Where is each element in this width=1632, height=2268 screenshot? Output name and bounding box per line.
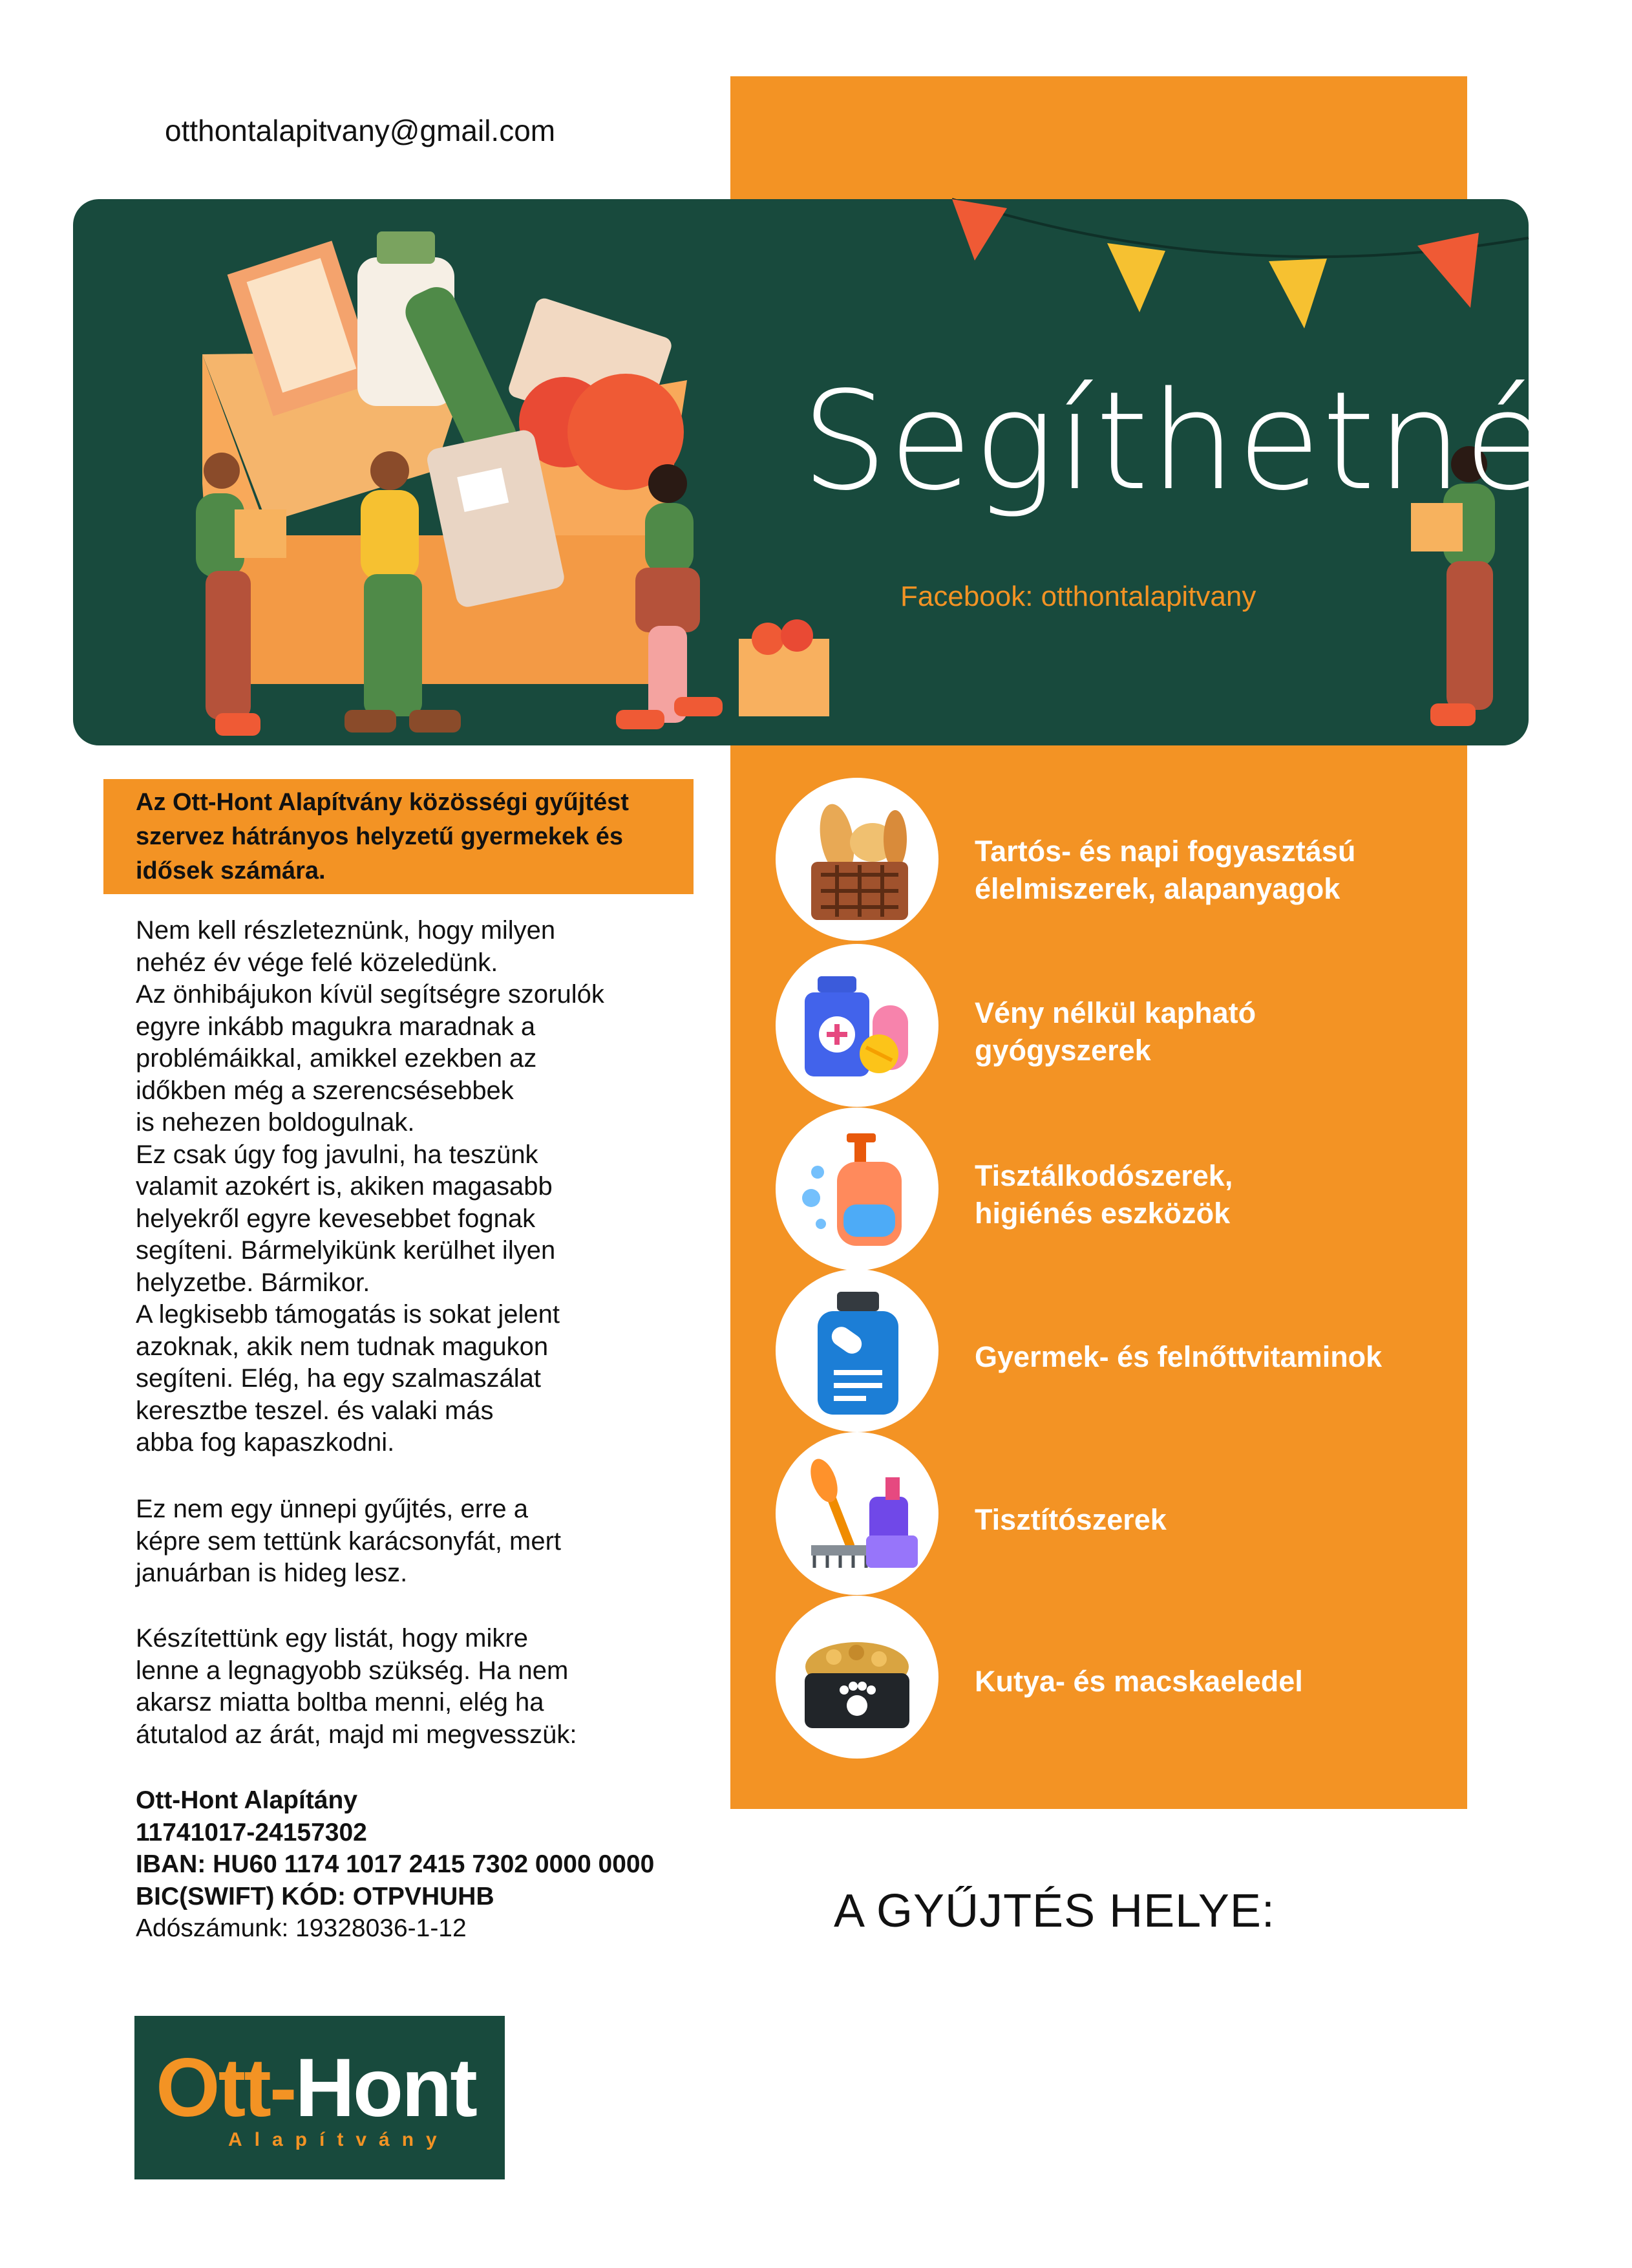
need-item-label: Tisztálkodószerek, higiénés eszközök	[975, 1159, 1233, 1230]
bank-name: Ott-Hont Alapítány	[136, 1786, 358, 1814]
contact-email[interactable]: otthontalapitvany@gmail.com	[165, 114, 556, 147]
intro-highlight-text: Az Ott-Hont Alapítvány közösségi gyűjtést szervez hátrányos helyzetű gyermekek és idősek számára.	[136, 789, 629, 884]
bank-account-number: 11741017-24157302	[136, 1818, 367, 1846]
bunting-flag-icon	[952, 199, 1007, 261]
vitamin-bottle-icon	[776, 1269, 938, 1432]
bunting-flag-icon	[1417, 233, 1479, 308]
logo-wordmark: Ott-Hont	[156, 2042, 476, 2134]
intro-paragraph: Nem kell részleteznünk, hogy milyen nehéz év vége felé közeledünk. Az önhibájukon kívül segítségre szorulók egyre inkább magukra maradnak a problémáikkal, amikkel ezekben az időkben még a szerencsésebbek is nehezen boldogulnak. Ez csak úgy fog javulni, ha teszünk valamit azokért is, akiken magasabb helyekről egyre kevesebbet fognak segíteni. Bármelyikünk kerülhet ilyen helyzetbe. Bármikor. A legkisebb támogatás is sokat jelent azoknak, akik nem tudnak magukon segíteni. Elég, ha egy szalmaszálat keresztbe teszel. és valaki más abba fog kapaszkodni.	[136, 916, 604, 1457]
bank-iban: IBAN: HU60 1174 1017 2415 7302 0000 0000	[136, 1850, 655, 1878]
need-item-label: Vény nélkül kapható gyógyszerek	[975, 996, 1256, 1067]
collection-place-title: A GYŰJTÉS HELYE:	[834, 1885, 1275, 1937]
bunting-flag-icon	[1269, 259, 1327, 328]
logo-subtitle: Alapítvány	[228, 2129, 449, 2150]
need-item-label: Kutya- és macskaeledel	[975, 1665, 1303, 1698]
tax-number: Adószámunk: 19328036-1-12	[136, 1914, 467, 1942]
bunting-flag-icon	[1107, 243, 1165, 312]
headline: Segíthetnél.	[801, 362, 1632, 520]
banner	[73, 199, 1632, 745]
soap-dispenser-icon	[776, 1107, 938, 1270]
cleaning-supplies-icon	[776, 1432, 938, 1595]
pet-food-bowl-icon	[776, 1596, 938, 1759]
facebook-link[interactable]: Facebook: otthontalapitvany	[900, 581, 1256, 612]
bank-details	[136, 1784, 654, 1945]
bank-bic: BIC(SWIFT) KÓD: OTPVHUHB	[136, 1882, 494, 1910]
small-box-icon	[739, 619, 829, 716]
donation-box-icon	[202, 231, 687, 684]
need-item-label: Tartós- és napi fogyasztású élelmiszerek, alapanyagok	[975, 835, 1356, 905]
need-item-label: Tisztítószerek	[975, 1503, 1167, 1536]
bread-basket-icon	[776, 778, 938, 941]
need-item-label: Gyermek- és felnőttvitaminok	[975, 1340, 1383, 1373]
ott-hont-logo	[134, 2016, 505, 2179]
medicine-icon	[776, 944, 938, 1107]
intro-paragraph: Ez nem egy ünnepi gyűjtés, erre a képre sem tettünk karácsonyfát, mert januárban is hideg lesz.	[136, 1495, 562, 1587]
intro-paragraph: Készítettünk egy listát, hogy mikre lenne a legnagyobb szükség. Ha nem akarsz miatta boltba menni, elég ha átutalod az árát, majd mi megvesszük:	[136, 1624, 577, 1749]
